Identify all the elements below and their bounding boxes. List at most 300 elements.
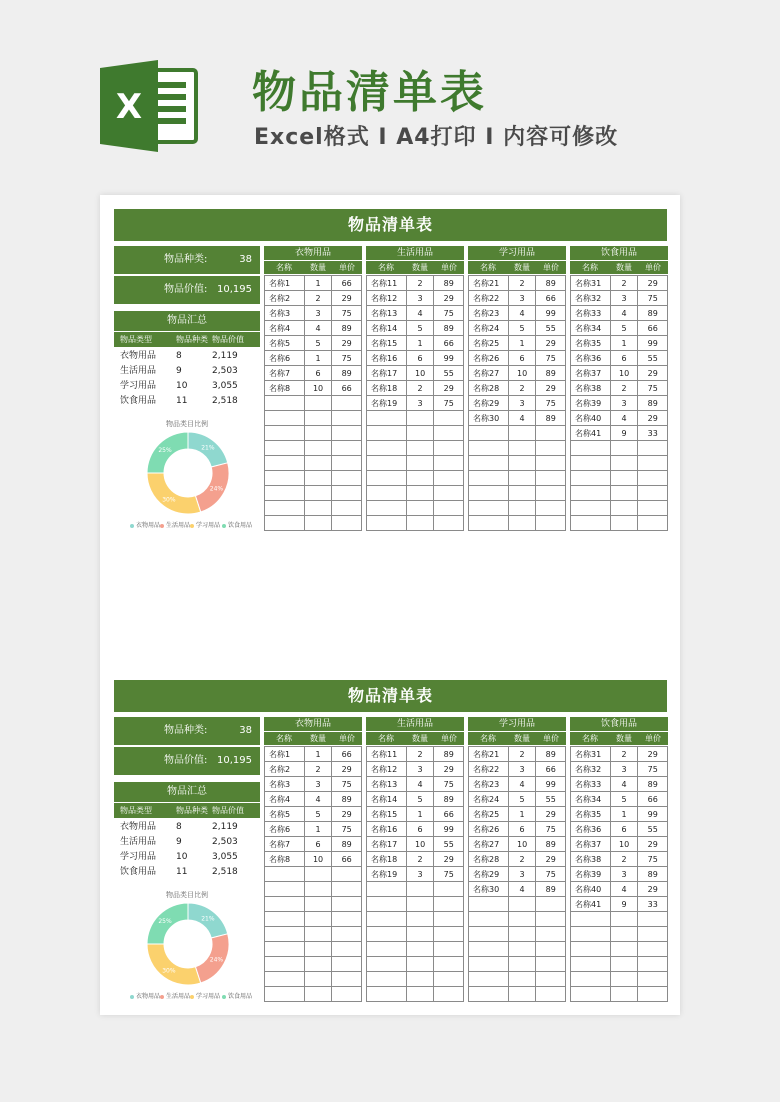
table-cell[interactable]: 6 bbox=[508, 351, 536, 366]
table-cell[interactable]: 名称31 bbox=[571, 276, 611, 291]
table-cell[interactable] bbox=[367, 927, 407, 942]
table-cell[interactable] bbox=[610, 942, 638, 957]
table-cell[interactable] bbox=[638, 471, 668, 486]
table-cell[interactable]: 2 bbox=[610, 381, 638, 396]
table-cell[interactable]: 5 bbox=[610, 321, 638, 336]
table-cell[interactable] bbox=[265, 486, 305, 501]
table-cell[interactable]: 9 bbox=[610, 897, 638, 912]
table-cell[interactable] bbox=[610, 957, 638, 972]
table-cell[interactable]: 名称3 bbox=[265, 777, 305, 792]
table-cell[interactable]: 75 bbox=[332, 822, 362, 837]
table-cell[interactable] bbox=[434, 912, 464, 927]
table-cell[interactable] bbox=[332, 867, 362, 882]
table-cell[interactable] bbox=[536, 972, 566, 987]
table-cell[interactable] bbox=[508, 456, 536, 471]
table-cell[interactable]: 名称19 bbox=[367, 396, 407, 411]
table-cell[interactable]: 名称3 bbox=[265, 306, 305, 321]
table-cell[interactable]: 5 bbox=[406, 792, 434, 807]
table-cell[interactable] bbox=[367, 987, 407, 1002]
table-cell[interactable] bbox=[406, 486, 434, 501]
table-cell[interactable]: 名称21 bbox=[469, 276, 509, 291]
table-cell[interactable] bbox=[265, 456, 305, 471]
table-cell[interactable] bbox=[434, 411, 464, 426]
table-cell[interactable] bbox=[406, 942, 434, 957]
table-cell[interactable] bbox=[406, 516, 434, 531]
table-cell[interactable] bbox=[304, 456, 332, 471]
table-cell[interactable] bbox=[469, 426, 509, 441]
table-cell[interactable] bbox=[638, 516, 668, 531]
table-cell[interactable] bbox=[469, 957, 509, 972]
table-cell[interactable] bbox=[332, 456, 362, 471]
table-cell[interactable]: 10 bbox=[610, 837, 638, 852]
table-cell[interactable]: 66 bbox=[332, 852, 362, 867]
table-cell[interactable]: 名称14 bbox=[367, 792, 407, 807]
table-cell[interactable] bbox=[367, 912, 407, 927]
table-cell[interactable] bbox=[638, 501, 668, 516]
table-cell[interactable]: 2 bbox=[406, 852, 434, 867]
table-cell[interactable]: 5 bbox=[406, 321, 434, 336]
table-cell[interactable] bbox=[367, 516, 407, 531]
table-cell[interactable]: 2 bbox=[610, 276, 638, 291]
table-cell[interactable] bbox=[508, 501, 536, 516]
table-cell[interactable] bbox=[571, 516, 611, 531]
table-cell[interactable]: 名称1 bbox=[265, 747, 305, 762]
table-cell[interactable] bbox=[610, 927, 638, 942]
table-cell[interactable]: 名称26 bbox=[469, 351, 509, 366]
table-cell[interactable] bbox=[610, 501, 638, 516]
table-cell[interactable] bbox=[536, 426, 566, 441]
table-cell[interactable]: 55 bbox=[536, 792, 566, 807]
table-cell[interactable] bbox=[304, 942, 332, 957]
table-cell[interactable] bbox=[406, 897, 434, 912]
table-cell[interactable]: 2 bbox=[610, 852, 638, 867]
table-cell[interactable] bbox=[265, 867, 305, 882]
table-cell[interactable]: 10 bbox=[304, 381, 332, 396]
table-cell[interactable] bbox=[304, 912, 332, 927]
table-cell[interactable]: 2 bbox=[406, 276, 434, 291]
table-cell[interactable]: 3 bbox=[508, 867, 536, 882]
table-cell[interactable]: 名称4 bbox=[265, 321, 305, 336]
table-cell[interactable] bbox=[332, 441, 362, 456]
table-cell[interactable]: 名称24 bbox=[469, 321, 509, 336]
table-cell[interactable]: 名称6 bbox=[265, 822, 305, 837]
table-cell[interactable]: 66 bbox=[332, 747, 362, 762]
table-cell[interactable]: 名称21 bbox=[469, 747, 509, 762]
table-cell[interactable]: 9 bbox=[610, 426, 638, 441]
table-cell[interactable]: 名称34 bbox=[571, 321, 611, 336]
table-cell[interactable] bbox=[469, 897, 509, 912]
table-cell[interactable]: 名称13 bbox=[367, 777, 407, 792]
table-cell[interactable]: 3 bbox=[406, 867, 434, 882]
table-cell[interactable] bbox=[406, 957, 434, 972]
table-cell[interactable]: 2 bbox=[508, 381, 536, 396]
table-cell[interactable]: 66 bbox=[332, 381, 362, 396]
table-cell[interactable]: 1 bbox=[508, 807, 536, 822]
table-cell[interactable]: 名称1 bbox=[265, 276, 305, 291]
table-cell[interactable]: 99 bbox=[638, 336, 668, 351]
table-cell[interactable] bbox=[304, 501, 332, 516]
table-cell[interactable] bbox=[508, 441, 536, 456]
table-cell[interactable]: 名称41 bbox=[571, 897, 611, 912]
table-cell[interactable]: 75 bbox=[434, 306, 464, 321]
table-cell[interactable] bbox=[434, 942, 464, 957]
table-cell[interactable]: 89 bbox=[638, 396, 668, 411]
table-cell[interactable] bbox=[610, 912, 638, 927]
table-cell[interactable]: 29 bbox=[332, 291, 362, 306]
table-cell[interactable] bbox=[508, 471, 536, 486]
table-cell[interactable]: 名称35 bbox=[571, 336, 611, 351]
table-cell[interactable]: 名称2 bbox=[265, 762, 305, 777]
table-cell[interactable] bbox=[610, 516, 638, 531]
table-cell[interactable]: 名称40 bbox=[571, 882, 611, 897]
table-cell[interactable]: 名称39 bbox=[571, 396, 611, 411]
table-cell[interactable]: 66 bbox=[332, 276, 362, 291]
table-cell[interactable] bbox=[434, 441, 464, 456]
table-cell[interactable]: 75 bbox=[332, 777, 362, 792]
table-cell[interactable]: 名称38 bbox=[571, 381, 611, 396]
table-cell[interactable]: 名称31 bbox=[571, 747, 611, 762]
table-cell[interactable]: 名称27 bbox=[469, 366, 509, 381]
table-cell[interactable] bbox=[508, 486, 536, 501]
table-cell[interactable]: 名称25 bbox=[469, 807, 509, 822]
table-cell[interactable]: 75 bbox=[434, 396, 464, 411]
table-cell[interactable] bbox=[638, 456, 668, 471]
table-cell[interactable]: 99 bbox=[638, 807, 668, 822]
table-cell[interactable] bbox=[304, 486, 332, 501]
table-cell[interactable] bbox=[406, 456, 434, 471]
table-cell[interactable] bbox=[265, 426, 305, 441]
table-cell[interactable] bbox=[434, 426, 464, 441]
table-cell[interactable]: 名称4 bbox=[265, 792, 305, 807]
table-cell[interactable] bbox=[638, 942, 668, 957]
table-cell[interactable] bbox=[332, 471, 362, 486]
table-cell[interactable] bbox=[332, 942, 362, 957]
table-cell[interactable]: 名称11 bbox=[367, 747, 407, 762]
table-cell[interactable]: 75 bbox=[332, 306, 362, 321]
table-cell[interactable]: 3 bbox=[406, 762, 434, 777]
table-cell[interactable]: 名称16 bbox=[367, 822, 407, 837]
table-cell[interactable] bbox=[406, 912, 434, 927]
table-cell[interactable] bbox=[265, 441, 305, 456]
table-cell[interactable]: 6 bbox=[304, 837, 332, 852]
table-cell[interactable]: 6 bbox=[610, 351, 638, 366]
table-cell[interactable] bbox=[536, 516, 566, 531]
table-cell[interactable]: 名称39 bbox=[571, 867, 611, 882]
table-cell[interactable] bbox=[367, 972, 407, 987]
table-cell[interactable]: 名称13 bbox=[367, 306, 407, 321]
table-cell[interactable]: 29 bbox=[638, 882, 668, 897]
table-cell[interactable] bbox=[265, 396, 305, 411]
table-cell[interactable] bbox=[536, 471, 566, 486]
table-cell[interactable] bbox=[434, 882, 464, 897]
table-cell[interactable]: 3 bbox=[610, 396, 638, 411]
table-cell[interactable]: 名称5 bbox=[265, 807, 305, 822]
table-cell[interactable]: 名称6 bbox=[265, 351, 305, 366]
table-cell[interactable] bbox=[469, 501, 509, 516]
table-cell[interactable]: 89 bbox=[536, 366, 566, 381]
table-cell[interactable] bbox=[508, 897, 536, 912]
table-cell[interactable] bbox=[406, 987, 434, 1002]
table-cell[interactable]: 66 bbox=[434, 336, 464, 351]
table-cell[interactable] bbox=[304, 897, 332, 912]
table-cell[interactable] bbox=[332, 486, 362, 501]
table-cell[interactable]: 3 bbox=[610, 867, 638, 882]
table-cell[interactable] bbox=[332, 396, 362, 411]
table-cell[interactable]: 89 bbox=[638, 867, 668, 882]
table-cell[interactable]: 2 bbox=[508, 747, 536, 762]
table-cell[interactable] bbox=[304, 882, 332, 897]
table-cell[interactable] bbox=[638, 486, 668, 501]
table-cell[interactable]: 名称35 bbox=[571, 807, 611, 822]
table-cell[interactable] bbox=[508, 426, 536, 441]
table-cell[interactable]: 名称22 bbox=[469, 291, 509, 306]
table-cell[interactable]: 3 bbox=[610, 762, 638, 777]
table-cell[interactable] bbox=[304, 987, 332, 1002]
table-cell[interactable] bbox=[304, 426, 332, 441]
table-cell[interactable]: 55 bbox=[434, 837, 464, 852]
table-cell[interactable] bbox=[434, 897, 464, 912]
table-cell[interactable] bbox=[610, 972, 638, 987]
table-cell[interactable] bbox=[367, 471, 407, 486]
table-cell[interactable]: 3 bbox=[304, 777, 332, 792]
table-cell[interactable] bbox=[332, 987, 362, 1002]
table-cell[interactable] bbox=[469, 972, 509, 987]
table-cell[interactable]: 名称23 bbox=[469, 777, 509, 792]
table-cell[interactable]: 名称25 bbox=[469, 336, 509, 351]
table-cell[interactable] bbox=[610, 471, 638, 486]
table-cell[interactable] bbox=[367, 441, 407, 456]
table-cell[interactable] bbox=[367, 942, 407, 957]
table-cell[interactable] bbox=[265, 912, 305, 927]
table-cell[interactable]: 名称17 bbox=[367, 366, 407, 381]
table-cell[interactable] bbox=[367, 897, 407, 912]
table-cell[interactable] bbox=[406, 411, 434, 426]
table-cell[interactable]: 10 bbox=[508, 837, 536, 852]
table-cell[interactable]: 99 bbox=[434, 822, 464, 837]
table-cell[interactable] bbox=[469, 516, 509, 531]
table-cell[interactable] bbox=[571, 501, 611, 516]
table-cell[interactable]: 2 bbox=[304, 762, 332, 777]
table-cell[interactable] bbox=[406, 471, 434, 486]
table-cell[interactable] bbox=[610, 486, 638, 501]
table-cell[interactable] bbox=[571, 957, 611, 972]
table-cell[interactable]: 75 bbox=[536, 822, 566, 837]
table-cell[interactable] bbox=[508, 987, 536, 1002]
table-cell[interactable]: 99 bbox=[536, 777, 566, 792]
table-cell[interactable]: 4 bbox=[508, 882, 536, 897]
table-cell[interactable] bbox=[508, 957, 536, 972]
table-cell[interactable]: 55 bbox=[434, 366, 464, 381]
table-cell[interactable]: 66 bbox=[536, 762, 566, 777]
table-cell[interactable] bbox=[536, 942, 566, 957]
table-cell[interactable]: 29 bbox=[434, 381, 464, 396]
table-cell[interactable] bbox=[469, 471, 509, 486]
table-cell[interactable] bbox=[332, 516, 362, 531]
table-cell[interactable] bbox=[469, 486, 509, 501]
table-cell[interactable]: 名称7 bbox=[265, 837, 305, 852]
table-cell[interactable]: 33 bbox=[638, 897, 668, 912]
table-cell[interactable] bbox=[536, 441, 566, 456]
table-cell[interactable]: 6 bbox=[610, 822, 638, 837]
table-cell[interactable]: 29 bbox=[638, 366, 668, 381]
table-cell[interactable] bbox=[304, 927, 332, 942]
table-cell[interactable]: 4 bbox=[610, 882, 638, 897]
table-cell[interactable]: 29 bbox=[536, 336, 566, 351]
table-cell[interactable]: 3 bbox=[508, 396, 536, 411]
table-cell[interactable]: 29 bbox=[332, 807, 362, 822]
table-cell[interactable]: 名称36 bbox=[571, 822, 611, 837]
table-cell[interactable] bbox=[469, 987, 509, 1002]
table-cell[interactable]: 89 bbox=[332, 792, 362, 807]
table-cell[interactable]: 75 bbox=[536, 867, 566, 882]
table-cell[interactable]: 名称29 bbox=[469, 867, 509, 882]
table-cell[interactable] bbox=[638, 987, 668, 1002]
table-cell[interactable]: 名称22 bbox=[469, 762, 509, 777]
table-cell[interactable] bbox=[638, 972, 668, 987]
table-cell[interactable]: 55 bbox=[638, 351, 668, 366]
table-cell[interactable] bbox=[265, 942, 305, 957]
table-cell[interactable]: 29 bbox=[638, 747, 668, 762]
table-cell[interactable] bbox=[536, 486, 566, 501]
table-cell[interactable] bbox=[332, 972, 362, 987]
table-cell[interactable]: 75 bbox=[638, 762, 668, 777]
table-cell[interactable]: 4 bbox=[508, 777, 536, 792]
table-cell[interactable] bbox=[367, 501, 407, 516]
table-cell[interactable]: 29 bbox=[332, 336, 362, 351]
table-cell[interactable] bbox=[610, 987, 638, 1002]
table-cell[interactable]: 89 bbox=[332, 321, 362, 336]
table-cell[interactable]: 4 bbox=[508, 411, 536, 426]
table-cell[interactable]: 1 bbox=[304, 276, 332, 291]
table-cell[interactable] bbox=[406, 882, 434, 897]
table-cell[interactable] bbox=[304, 867, 332, 882]
table-cell[interactable]: 75 bbox=[434, 777, 464, 792]
table-cell[interactable] bbox=[571, 471, 611, 486]
table-cell[interactable]: 名称34 bbox=[571, 792, 611, 807]
table-cell[interactable]: 名称41 bbox=[571, 426, 611, 441]
table-cell[interactable] bbox=[406, 972, 434, 987]
table-cell[interactable]: 名称32 bbox=[571, 291, 611, 306]
table-cell[interactable]: 75 bbox=[638, 291, 668, 306]
table-cell[interactable] bbox=[469, 927, 509, 942]
table-cell[interactable]: 名称11 bbox=[367, 276, 407, 291]
table-cell[interactable] bbox=[434, 456, 464, 471]
table-cell[interactable]: 名称27 bbox=[469, 837, 509, 852]
table-cell[interactable]: 名称36 bbox=[571, 351, 611, 366]
table-cell[interactable]: 75 bbox=[434, 867, 464, 882]
table-cell[interactable]: 29 bbox=[434, 852, 464, 867]
table-cell[interactable] bbox=[571, 486, 611, 501]
table-cell[interactable]: 3 bbox=[508, 291, 536, 306]
table-cell[interactable]: 89 bbox=[536, 747, 566, 762]
table-cell[interactable] bbox=[610, 441, 638, 456]
table-cell[interactable]: 89 bbox=[536, 837, 566, 852]
table-cell[interactable]: 75 bbox=[638, 381, 668, 396]
table-cell[interactable]: 29 bbox=[638, 276, 668, 291]
table-cell[interactable] bbox=[304, 396, 332, 411]
table-cell[interactable]: 5 bbox=[610, 792, 638, 807]
table-cell[interactable] bbox=[332, 957, 362, 972]
table-cell[interactable]: 2 bbox=[406, 381, 434, 396]
table-cell[interactable] bbox=[571, 927, 611, 942]
table-cell[interactable]: 6 bbox=[508, 822, 536, 837]
table-cell[interactable] bbox=[508, 516, 536, 531]
table-cell[interactable] bbox=[332, 912, 362, 927]
table-cell[interactable] bbox=[469, 942, 509, 957]
table-cell[interactable]: 89 bbox=[638, 777, 668, 792]
table-cell[interactable]: 名称19 bbox=[367, 867, 407, 882]
table-cell[interactable]: 4 bbox=[406, 306, 434, 321]
table-cell[interactable]: 75 bbox=[332, 351, 362, 366]
table-cell[interactable]: 33 bbox=[638, 426, 668, 441]
table-cell[interactable]: 2 bbox=[508, 852, 536, 867]
table-cell[interactable] bbox=[508, 942, 536, 957]
table-cell[interactable]: 29 bbox=[434, 762, 464, 777]
table-cell[interactable] bbox=[332, 501, 362, 516]
table-cell[interactable]: 1 bbox=[304, 822, 332, 837]
table-cell[interactable]: 89 bbox=[536, 276, 566, 291]
table-cell[interactable] bbox=[434, 957, 464, 972]
table-cell[interactable]: 名称26 bbox=[469, 822, 509, 837]
table-cell[interactable] bbox=[571, 441, 611, 456]
table-cell[interactable]: 3 bbox=[406, 291, 434, 306]
table-cell[interactable]: 1 bbox=[508, 336, 536, 351]
table-cell[interactable] bbox=[265, 882, 305, 897]
table-cell[interactable]: 名称23 bbox=[469, 306, 509, 321]
table-cell[interactable]: 2 bbox=[508, 276, 536, 291]
table-cell[interactable] bbox=[406, 426, 434, 441]
table-cell[interactable] bbox=[571, 987, 611, 1002]
table-cell[interactable] bbox=[434, 516, 464, 531]
table-cell[interactable] bbox=[406, 441, 434, 456]
table-cell[interactable]: 3 bbox=[406, 396, 434, 411]
table-cell[interactable] bbox=[434, 927, 464, 942]
table-cell[interactable]: 99 bbox=[434, 351, 464, 366]
table-cell[interactable]: 3 bbox=[508, 762, 536, 777]
table-cell[interactable] bbox=[536, 987, 566, 1002]
table-cell[interactable]: 66 bbox=[638, 792, 668, 807]
table-cell[interactable]: 89 bbox=[536, 882, 566, 897]
table-cell[interactable] bbox=[536, 897, 566, 912]
table-cell[interactable] bbox=[367, 882, 407, 897]
table-cell[interactable]: 29 bbox=[536, 381, 566, 396]
table-cell[interactable]: 1 bbox=[610, 807, 638, 822]
table-cell[interactable]: 1 bbox=[304, 351, 332, 366]
table-cell[interactable]: 29 bbox=[332, 762, 362, 777]
table-cell[interactable]: 2 bbox=[610, 747, 638, 762]
table-cell[interactable] bbox=[434, 471, 464, 486]
table-cell[interactable] bbox=[434, 486, 464, 501]
table-cell[interactable] bbox=[508, 972, 536, 987]
table-cell[interactable] bbox=[571, 912, 611, 927]
table-cell[interactable] bbox=[469, 912, 509, 927]
table-cell[interactable] bbox=[406, 501, 434, 516]
table-cell[interactable]: 名称33 bbox=[571, 777, 611, 792]
table-cell[interactable]: 名称30 bbox=[469, 882, 509, 897]
table-cell[interactable]: 3 bbox=[610, 291, 638, 306]
table-cell[interactable] bbox=[332, 411, 362, 426]
table-cell[interactable]: 名称12 bbox=[367, 762, 407, 777]
table-cell[interactable]: 10 bbox=[406, 837, 434, 852]
table-cell[interactable]: 10 bbox=[610, 366, 638, 381]
table-cell[interactable]: 5 bbox=[508, 792, 536, 807]
table-cell[interactable] bbox=[536, 456, 566, 471]
table-cell[interactable] bbox=[304, 471, 332, 486]
table-cell[interactable]: 4 bbox=[406, 777, 434, 792]
table-cell[interactable]: 名称8 bbox=[265, 852, 305, 867]
table-cell[interactable]: 4 bbox=[610, 411, 638, 426]
table-cell[interactable] bbox=[536, 957, 566, 972]
